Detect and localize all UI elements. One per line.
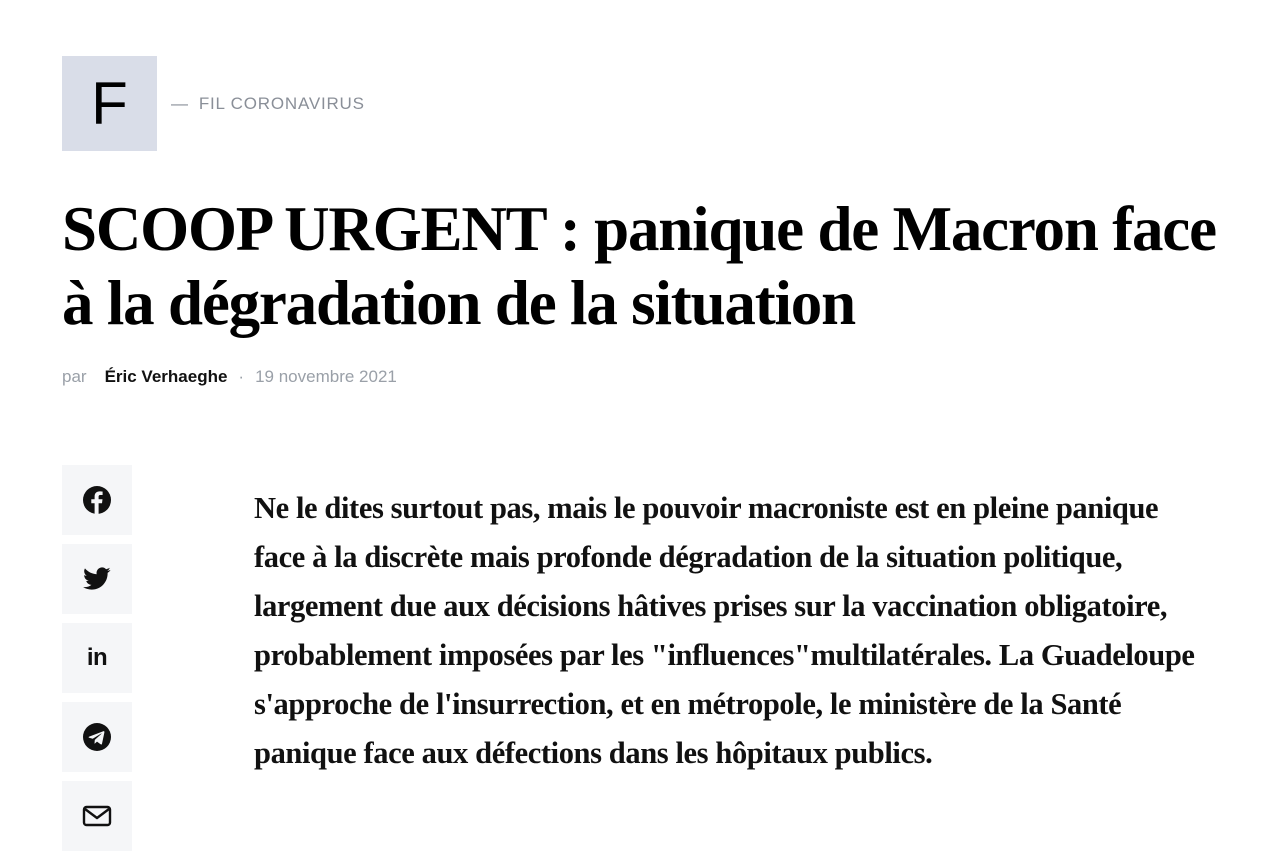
site-logo[interactable]: F [62, 56, 157, 151]
byline [62, 367, 397, 387]
share-email-button[interactable] [62, 781, 132, 851]
category-link[interactable] [171, 94, 365, 114]
share-twitter-button[interactable] [62, 544, 132, 614]
twitter-icon [83, 567, 111, 591]
mail-icon [82, 804, 112, 828]
article-lead: Ne le dites surtout pas, mais le pouvoir macroniste est en pleine panique face à la discrète mais profonde dégradation de la situation politique, largement due aux décisions hâtives prises sur la vaccination obligatoire, probablement imposées par les "influences"multilatérales. La Guadeloupe s'approche de l'insurrection, et en métropole, le ministère de la Santé panique face aux défections dans les hôpitaux publics. [254, 491, 1195, 770]
share-bar [62, 465, 132, 860]
facebook-icon [82, 485, 112, 515]
publish-date: 19 novembre 2021 [255, 367, 397, 386]
share-facebook-button[interactable] [62, 465, 132, 535]
author-link[interactable]: Éric Verhaeghe [104, 367, 228, 386]
site-header [62, 56, 365, 151]
byline-separator: · [238, 367, 245, 386]
telegram-icon [82, 722, 112, 752]
category-label: FIL CORONAVIRUS [198, 93, 365, 113]
share-linkedin-button[interactable] [62, 623, 132, 693]
article-title: SCOOP URGENT : panique de Macron face à la dégradation de la situation [62, 194, 1216, 338]
category-dash: — [171, 93, 189, 113]
linkedin-icon: in [86, 644, 108, 671]
share-telegram-button[interactable] [62, 702, 132, 772]
byline-prefix: par [62, 367, 87, 386]
